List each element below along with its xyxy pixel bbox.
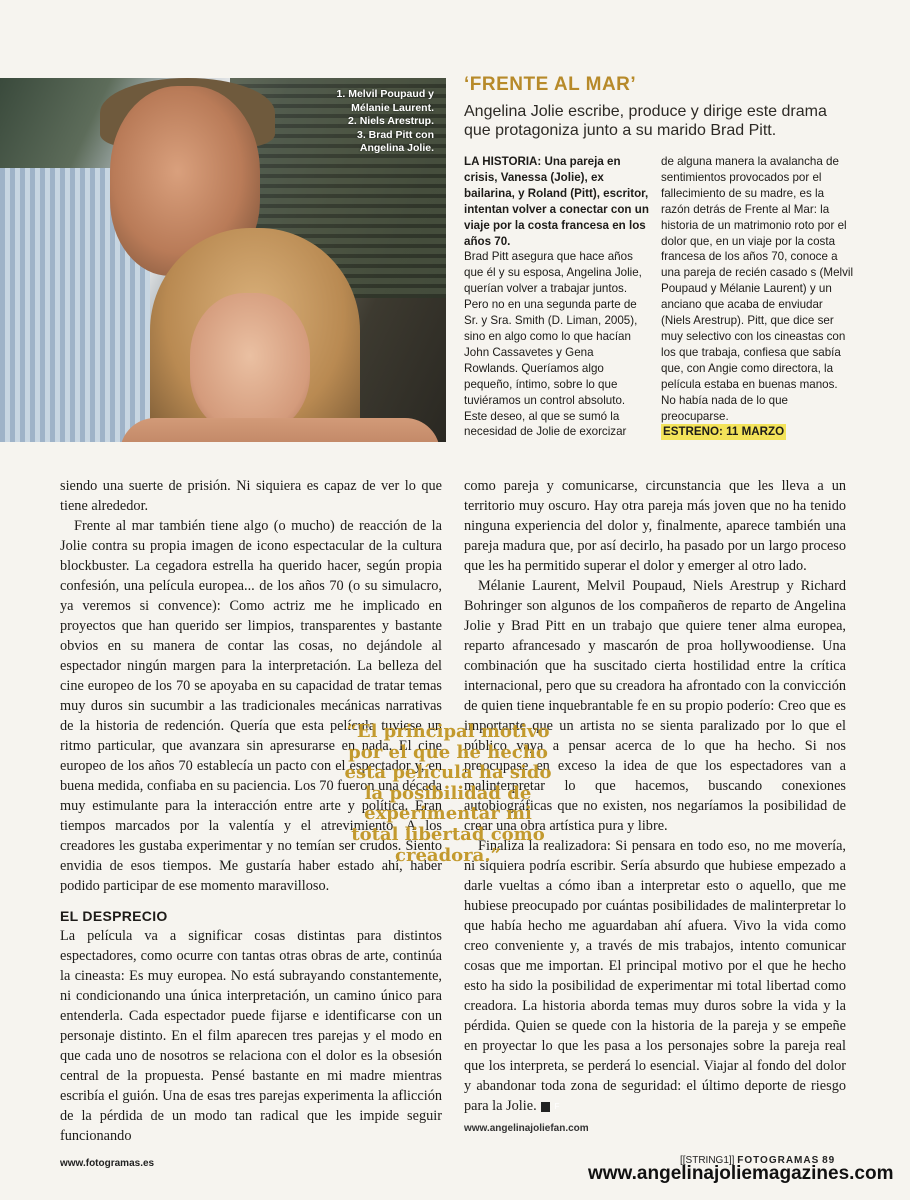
magazine-name: FOTOGRAMAS bbox=[737, 1155, 820, 1166]
story-lead: LA HISTORIA: Una pareja en crisis, Vanessa (Jolie), ex bailarina, y Roland (Pitt), escritor, intentan volver a conectar con un viaje por la costa francesa en los años 70. bbox=[464, 155, 649, 248]
sidebar-body-2: de alguna manera la avalancha de sentimientos provocados por el fallecimiento de su madre, es la razón detrás de Frente al Mar: la historia de un matrimonio roto por el dolor que, en un viaje por la costa francesa de los años 70, conoce a una pareja de recién casado s (Melvil Poupaud y Mélanie Laurent) y un anciano que acaba de enviudar (Niels Arestrup). Pitt, que dice ser muy selectivo con los cineastas con los que trabaja, confiesa que sabía que, con Angie como directora, la película estaba en buenas manos. No había nada de lo que preocuparse. bbox=[661, 155, 854, 423]
sidebar-title: ‘FRENTE AL MAR’ bbox=[464, 74, 637, 95]
article-paragraph: Frente al mar también tiene algo (o mucho) de reacción de la Jolie contra su propia imagen de icono espectacular de la cultura blockbuster. La cegadora estrella ha querido hacer, según propia confesión, una película europea... de los años 70 (o su simulacro, ya veremos si convence): Como actriz me he implicado en proyectos que han querido ser limpios, transparentes y bastante obvios en su manera de contar las cosas, no dejándole al espectador ningún margen para la interpretación. La belleza del cine europeo de los 70 se apoyaba en su capacidad de tratar temas muy duros sin sucumbir a las tradicionales mecánicas narrativas de la historia de redención. Quería que esta película tuviese un ritmo particular, que avanzara sin apresurarse en nada. El cine europeo de los años 70 establecía un pacto con el espectador y, en buena medida, confiaba en su paciencia. Los 70 fueron una década muy estimulante para la interacción entre arte y política. Eran tiempos marcados por la valentía y el atrevimiento. A los creadores les gustaba experimentar y no temían ser crudos. Siento envidia de esos tiempos. Me gustaría haber estado ahí, haber podido participar de ese momento maravilloso. bbox=[60, 518, 442, 894]
film-sidebar bbox=[464, 74, 854, 454]
article-paragraph: siendo una suerte de prisión. Ni siquiera es capaz de ver lo que tiene alrededor. bbox=[60, 478, 442, 514]
footer-website[interactable]: www.fotogramas.es bbox=[60, 1158, 155, 1169]
page-number: 89 bbox=[822, 1155, 836, 1166]
caption-line: Angelina Jolie. bbox=[359, 142, 434, 155]
source-link[interactable]: www.angelinajoliefan.com bbox=[464, 1123, 589, 1134]
article-paragraph: Mélanie Laurent, Melvil Poupaud, Niels Arestrup y Richard Bohringer son algunos de los compañeros de reparto de Angelina Jolie y Brad Pitt en un trabajo que quiere tener alma europea, reparto afrancesado y mascarón de proa hollywoodiense. Una combinación que ha suscitado cierta hostilidad entre la crítica internacional, pero que su creadora ha afrontado con la convicción de quien tiene inquebrantable fe en su propio poderío: Creo que es importante que un artista no se sienta paralizado por lo que el público vaya a pensar acerca de lo que ha hecho. Si nos preocupase en exceso la idea de que los espectadores van a malinterpretar lo que hacemos, buscando conexiones autobiográficas que no existen, nos negaríamos la posibilidad de crear una obra artística pura y libre. bbox=[464, 578, 846, 834]
sidebar-body-1: Brad Pitt asegura que hace años que él y su esposa, Angelina Jolie, querían volver a trabajar juntos. Pero no en una segunda parte de Sr. y Sra. Smith (D. Liman, 2005), sino en algo como lo que hacían John Cassavetes y Gena Rowlands. Queríamos algo pequeño, íntimo, sobre lo que tuviéramos un control absoluto. Este deseo, al que se sumó la necesidad de Jolie de exorcizar bbox=[464, 250, 642, 439]
woman-face bbox=[190, 293, 310, 433]
article-paragraph: La película va a significar cosas distintas para distintos espectadores, como ocurre con tantas otras obras de arte, continúa la cineasta: Es muy europea. No está subrayando constantemente, ni condicionando una única interpretación, un camino único para entenderla. Cada espectador puede fijarse e identificarse con un personaje distinto. En el film aparecen tres parejas y el modo en que cada uno de nosotros se relaciona con el dolor es la obsesión central de la propuesta. Pensé bastante en mi madre mientras escribía el guión. Una de esas tres parejas experimenta la aflicción de la pérdida de un modo tan radical que les impide seguir funcionando bbox=[60, 928, 442, 1144]
end-mark-icon: F bbox=[541, 1102, 550, 1112]
sidebar-column-1 bbox=[464, 154, 649, 440]
section-heading: EL DESPRECIO bbox=[60, 908, 168, 924]
caption-line: Mélanie Laurent. bbox=[351, 101, 434, 114]
photo-captions bbox=[318, 88, 434, 156]
release-date-badge: ESTRENO: 11 MARZO bbox=[663, 425, 785, 439]
caption-line: 3. Brad Pitt con bbox=[356, 128, 434, 141]
footer-code: [[STRING1]] bbox=[680, 1155, 735, 1166]
caption-line: 1. Melvil Poupaud y bbox=[336, 88, 434, 100]
article-paragraph bbox=[464, 836, 846, 1116]
pull-quote: “El principal motivo por el que he hecho esta película ha sido la posibilidad de experimentar mi total libertad como creadora.” bbox=[344, 721, 552, 866]
caption-line: 2. Niels Arestrup. bbox=[348, 115, 434, 128]
sidebar-column-2 bbox=[661, 154, 854, 440]
embracing-arm bbox=[120, 418, 440, 442]
watermark: www.angelinajoliemagazines.com bbox=[588, 1163, 894, 1184]
article-paragraph-text: Finaliza la realizadora: Si pensara en todo eso, no me movería, ni siquiera podría escribir. Sería absurdo que hubiese empezado a darle vueltas a cómo iban a interpretar esto o aquello, que me hubiese preocupado por cuántas posibilidades de malinterpretar lo que había hecho me aguardaban ahí afuera. Vivo la vida como creo conveniente y, a través de mis trabajos, intento comunicar cosas que me importan. El principal motivo por el que he hecho esto ha sido la posibilidad de experimentar mi total libertad como creadora. La historia aborda temas muy duros sobre la vida y la pérdida. Quien se quede con la historia de la pareja y se empeñe en proyectar lo que les pasa a los personajes sobre la pareja real que los interpreta, se perderá lo esencial. Viajar al fondo del dolor y abandonar toda zona de seguridad: el último deporte de riesgo para la Jolie. bbox=[464, 838, 846, 1114]
article-paragraph: como pareja y comunicarse, circunstancia que les lleva a un territorio muy oscuro. Hay otra pareja más joven que no ha tenido ninguna experiencia del dolor y, finalmente, aparece también una pareja madura que, por así decirlo, ha pasado por un largo proceso que les ha permitido superar el dolor y emerger al otro lado. bbox=[464, 478, 846, 574]
sidebar-deck: Angelina Jolie escribe, produce y dirige este drama que protagoniza junto a su marido Brad Pitt. bbox=[464, 103, 827, 139]
